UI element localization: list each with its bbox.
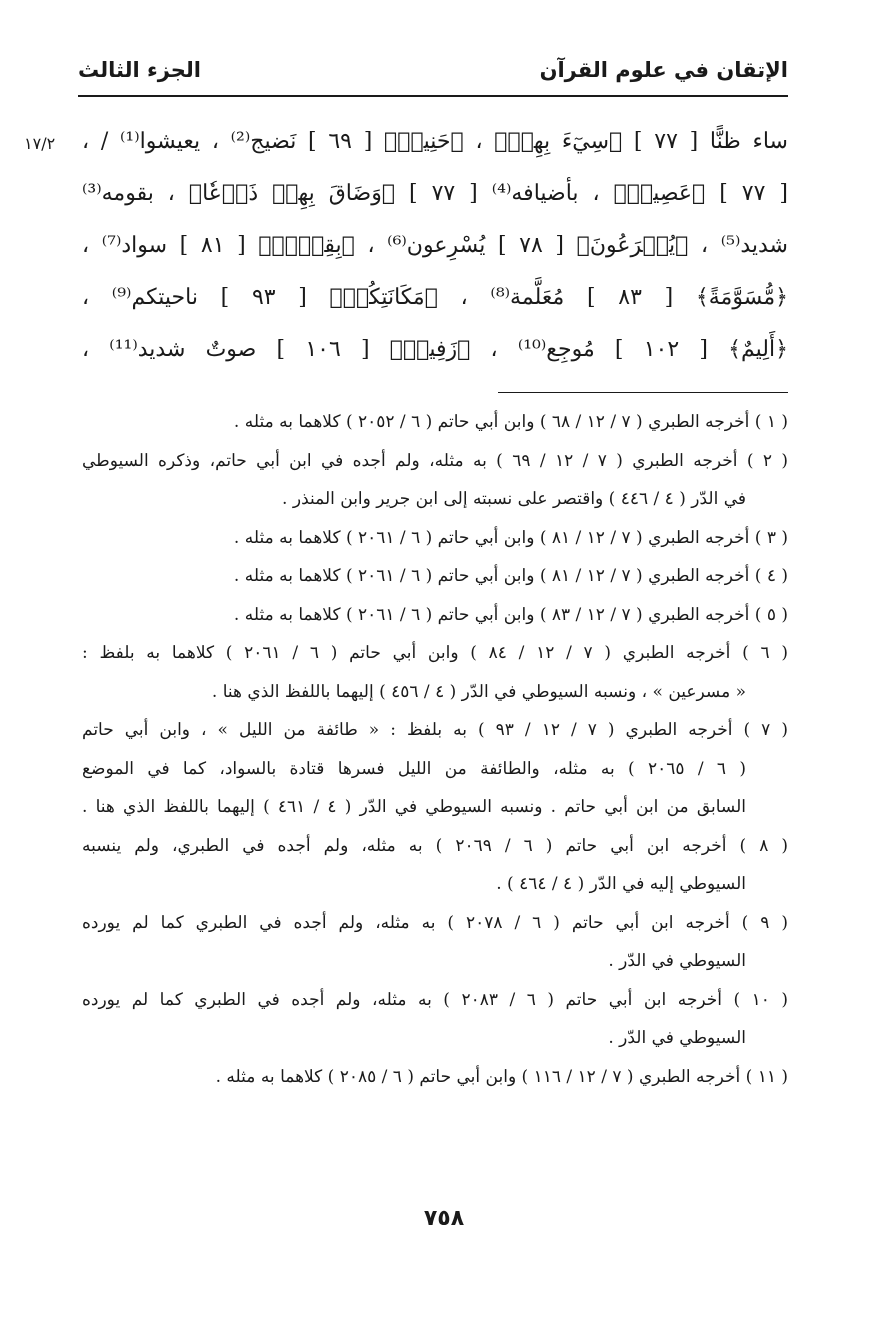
footnote-line: في الدّر ( ٤ / ٤٤٦ ) واقتصر على نسبته إلى ابن جرير وابن المنذر . bbox=[282, 489, 746, 509]
header-rule bbox=[78, 95, 788, 97]
footnote-line: ( ٨ ) أخرجه ابن أبي حاتم ( ٦ / ٢٠٦٩ ) به مثله، ولم أجده في الطبري، ولم ينسبه bbox=[82, 835, 788, 856]
main-text-line: ساء ظنًّا [ ٧٧ ] ﴿سِيٓءَ بِهِمۡ﴾ ، ﴿حَنِيذٖ﴾ [ ٦٩ ] نَضيج⁽²⁾ ، يعيشوا⁽¹⁾ / ، bbox=[82, 129, 788, 154]
footnote-line: ( ٩ ) أخرجه ابن أبي حاتم ( ٦ / ٢٠٧٨ ) به مثله، ولم أجده في الطبري كما لم يورده bbox=[82, 912, 788, 933]
footnote-line: ( ١٠ ) أخرجه ابن أبي حاتم ( ٦ / ٢٠٨٣ ) به مثله، ولم أجده في الطبري كما لم يورده bbox=[82, 989, 788, 1010]
main-text-line: ﴿أَلِيمٌ﴾ [ ١٠٢ ] مُوجِع⁽¹⁰⁾ ، ﴿زَفِيرٞ﴾ [ ١٠٦ ] صوتٌ شديد⁽¹¹⁾ ، bbox=[82, 337, 788, 362]
footnote-divider bbox=[498, 392, 788, 393]
book-title: الإتقان في علوم القرآن bbox=[539, 58, 788, 82]
footnote-line: ( ٧ ) أخرجه الطبري ( ٧ / ١٢ / ٩٣ ) به بلفظ : « طائفة من الليل » ، وابن أبي حاتم bbox=[82, 720, 788, 740]
main-text bbox=[82, 116, 788, 376]
footnote-line: ( ٦ ) أخرجه الطبري ( ٧ / ١٢ / ٨٤ ) وابن أبي حاتم ( ٦ / ٢٠٦١ ) كلاهما به بلفظ : bbox=[82, 643, 788, 663]
running-header bbox=[78, 50, 788, 90]
margin-reference: ١٧/٢ bbox=[24, 134, 56, 153]
main-text-line: [ ٧٧ ] ﴿عَصِيبٞ﴾ ، بأضيافه⁽⁴⁾ [ ٧٧ ] ﴿وَضَاقَ بِهِمۡ ذَرۡعٗا﴾ ، بقومه⁽³⁾ bbox=[82, 181, 788, 206]
footnote-line: السابق من ابن أبي حاتم . ونسبه السيوطي في الدّر ( ٤ / ٤٦١ ) إليهما باللفظ الذي هنا . bbox=[82, 797, 746, 817]
page-number: ٧٥٨ bbox=[423, 1206, 465, 1231]
footnotes bbox=[82, 403, 788, 1096]
footnote-line: ( ١ ) أخرجه الطبري ( ٧ / ١٢ / ٦٨ ) وابن أبي حاتم ( ٦ / ٢٠٥٢ ) كلاهما به مثله . bbox=[233, 412, 788, 432]
footnote-line: ( ١١ ) أخرجه الطبري ( ٧ / ١٢ / ١١٦ ) وابن أبي حاتم ( ٦ / ٢٠٨٥ ) كلاهما به مثله . bbox=[215, 1066, 788, 1087]
main-text-line: شديد⁽⁵⁾ ، ﴿يُهۡرَعُونَ﴾ [ ٧٨ ] يُسْرِعون⁽⁶⁾ ، ﴿بِقِطۡعٖ﴾ [ ٨١ ] سواد⁽⁷⁾ ، bbox=[82, 233, 788, 258]
footnote-line: ( ٤ ) أخرجه الطبري ( ٧ / ١٢ / ٨١ ) وابن أبي حاتم ( ٦ / ٢٠٦١ ) كلاهما به مثله . bbox=[233, 566, 788, 586]
footnote-line: ( ٦ / ٢٠٦٥ ) به مثله، والطائفة من الليل فسرها قتادة بالسواد، كما في الموضع bbox=[82, 758, 746, 779]
main-text-line: ﴿مُّسَوَّمَةً﴾ [ ٨٣ ] مُعَلَّمة⁽⁸⁾ ، ﴿مَكَانَتِكُمۡ﴾ [ ٩٣ ] ناحيتكم⁽⁹⁾ ، bbox=[82, 285, 788, 310]
footnote-line: ( ٣ ) أخرجه الطبري ( ٧ / ١٢ / ٨١ ) وابن أبي حاتم ( ٦ / ٢٠٦١ ) كلاهما به مثله . bbox=[233, 527, 788, 548]
footnote-line: السيوطي في الدّر . bbox=[608, 1028, 746, 1048]
footnote-line: السيوطي إليه في الدّر ( ٤ / ٤٦٤ ) . bbox=[496, 874, 746, 894]
volume-label: الجزء الثالث bbox=[78, 58, 201, 82]
footnote-line: ( ٢ ) أخرجه الطبري ( ٧ / ١٢ / ٦٩ ) به مثله، ولم أجده في ابن أبي حاتم، وذكره السيوطي bbox=[82, 450, 788, 471]
footnote-line: السيوطي في الدّر . bbox=[608, 951, 746, 971]
footnote-line: « مسرعين » ، ونسبه السيوطي في الدّر ( ٤ / ٤٥٦ ) إليهما باللفظ الذي هنا . bbox=[211, 681, 746, 702]
footnote-line: ( ٥ ) أخرجه الطبري ( ٧ / ١٢ / ٨٣ ) وابن أبي حاتم ( ٦ / ٢٠٦١ ) كلاهما به مثله . bbox=[233, 604, 788, 625]
